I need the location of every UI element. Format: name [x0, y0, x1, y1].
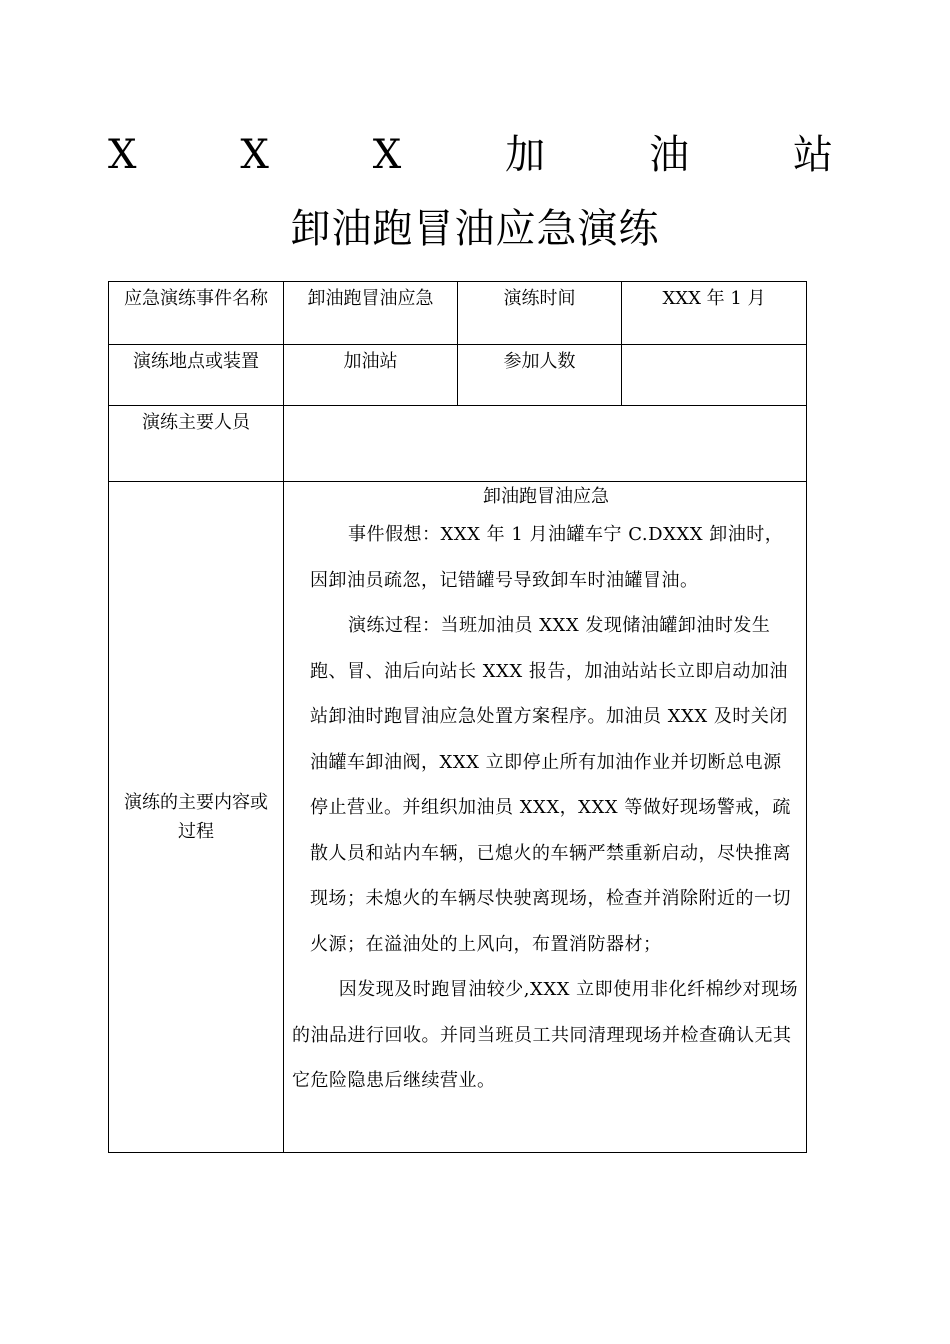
drill-record-table [108, 281, 807, 1153]
document-title-line1 [108, 128, 833, 182]
table-row [109, 345, 807, 406]
process-content [284, 482, 807, 1153]
document-title-line2: 卸油跑冒油应急演练 [290, 206, 660, 252]
participants-value [622, 345, 807, 406]
personnel-value [284, 406, 807, 482]
drill-time-value: XXX 年 1 月 [622, 282, 807, 345]
recovery-paragraph: 因发现及时跑冒油较少,XXX 立即使用非化纤棉纱对现场的油品进行回收。并同当班员工共同清理现场并检查确认无其它危险隐患后继续营业。 [292, 979, 799, 1091]
table-row [109, 406, 807, 482]
personnel-label: 演练主要人员 [109, 406, 284, 482]
process-paragraph: 演练过程：当班加油员 XXX 发现储油罐卸油时发生跑、冒、油后向站长 XXX 报告，加油站站长立即启动加油站卸油时跑冒油应急处置方案程序。加油员 XXX 及时关闭油罐车卸油阀，XXX 立即停止所有加油作业并切断总电源停止营业。并组织加油员 XXX，XXX 等做好现场警戒，疏散人员和站内车辆，已熄火的车辆严禁重新启动，尽快推离现场；未熄火的车辆尽快驶离现场，检查并消除附近的一切火源；在溢油处的上风向，布置消防器材； [310, 615, 791, 955]
table-row [109, 482, 807, 1153]
table-row [109, 282, 807, 345]
process-heading: 卸油跑冒油应急 [483, 486, 609, 507]
participants-label: 参加人数 [458, 345, 622, 406]
title-char: X [108, 132, 137, 178]
title-char: 站 [792, 132, 833, 178]
drill-time-label: 演练时间 [458, 282, 622, 345]
title-char: 油 [649, 132, 690, 178]
assumption-paragraph: 事件假想：XXX 年 1 月油罐车宁 C.DXXX 卸油时，因卸油员疏忽，记错罐号导致卸车时油罐冒油。 [310, 524, 784, 591]
title-char: X [240, 132, 269, 178]
event-name-label: 应急演练事件名称 [109, 282, 284, 345]
location-value: 加油站 [284, 345, 458, 406]
location-label: 演练地点或装置 [109, 345, 284, 406]
title-char: X [372, 132, 402, 178]
event-name-value: 卸油跑冒油应急 [284, 282, 458, 345]
title-char: 加 [505, 132, 546, 178]
process-label: 演练的主要内容或过程 [109, 482, 284, 1153]
